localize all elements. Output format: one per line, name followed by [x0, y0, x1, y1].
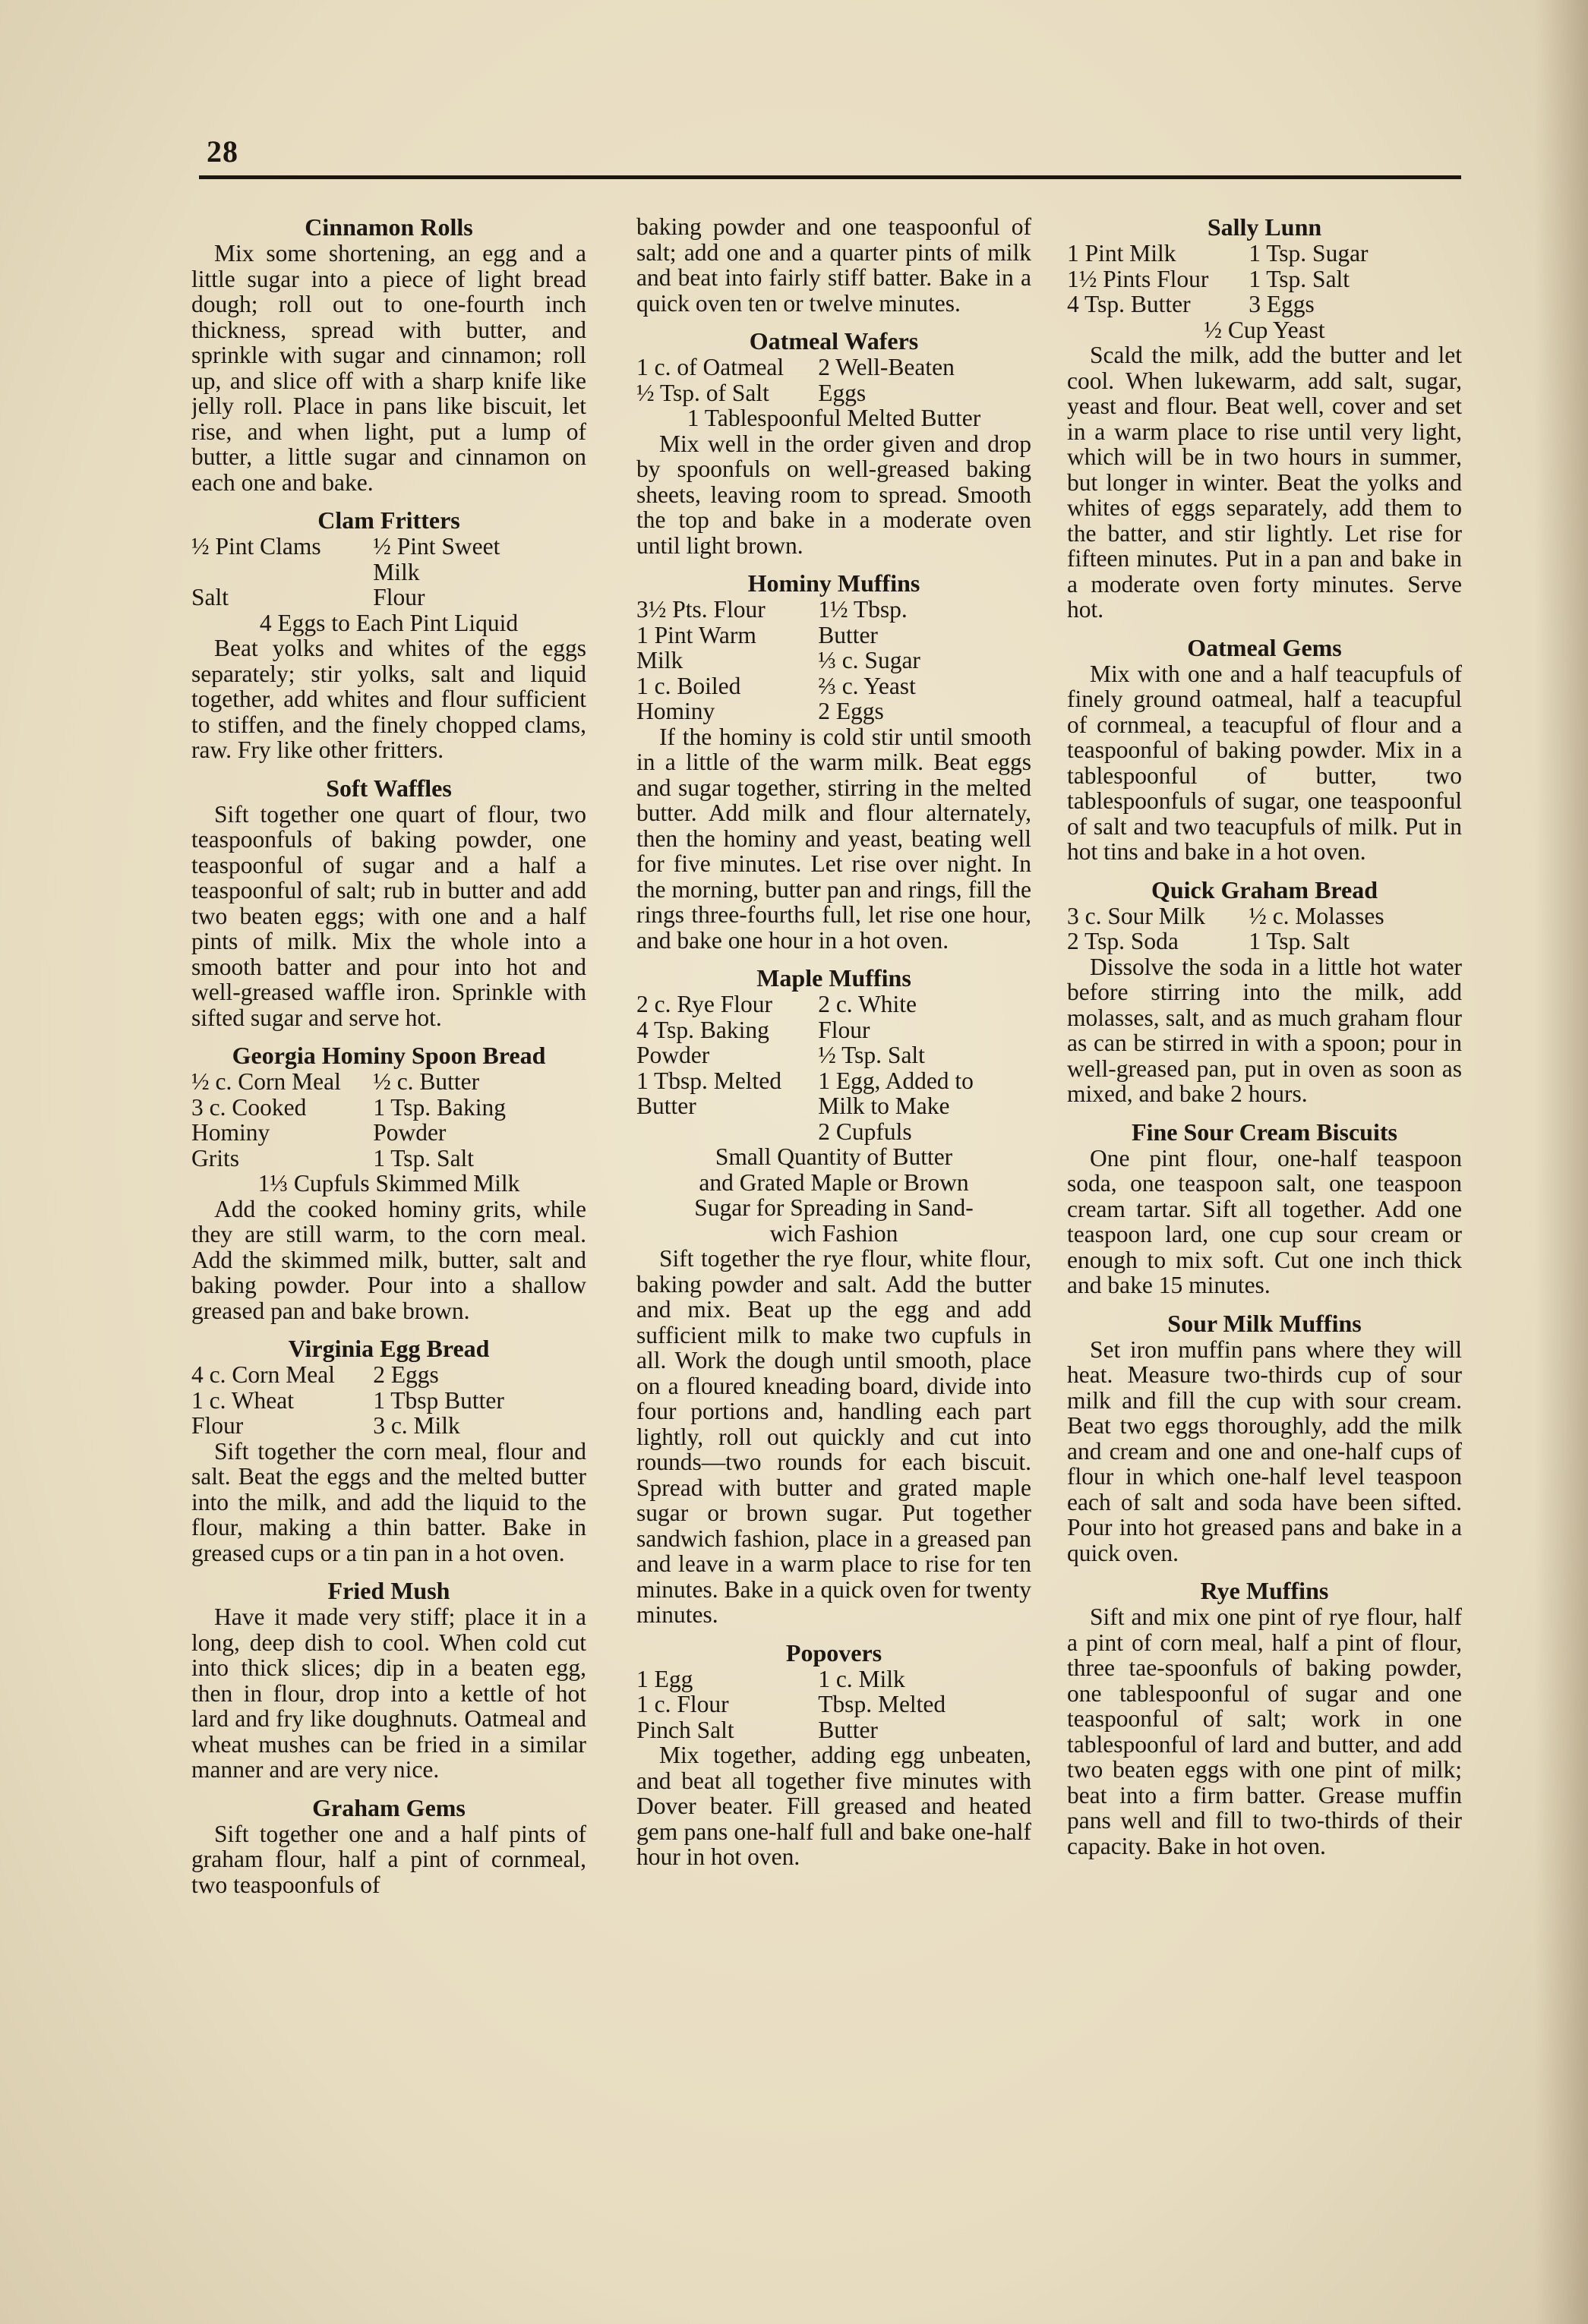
ingredient-right: Flour [373, 584, 425, 610]
recipe-title: Maple Muffins [756, 964, 911, 992]
ingredient-left: ½ Tsp. of Salt [636, 379, 769, 406]
recipe-instructions: Have it made very stiff; place it in a long, deep dish to cool. When cold cut into thick slices; dip in a beaten egg, then in flour, drop into a kettle of hot lard and fry like doughnuts. Oatmeal and wheat mushes can be fried in a similar manner and are very nice. [191, 1603, 586, 1783]
ingredient-right: ½ Tsp. Salt [818, 1042, 925, 1068]
recipe-title: Oatmeal Gems [1187, 633, 1342, 661]
ingredient-row [191, 1362, 586, 1388]
ingredient-right: 1 Egg, Added to [818, 1067, 974, 1094]
ingredient-right: Powder [373, 1119, 447, 1146]
ingredient-row [636, 1667, 1031, 1692]
ingredient-line: ½ Cup Yeast [1204, 316, 1325, 343]
ingredient-row [1067, 929, 1462, 954]
recipe-column-2 [636, 214, 1031, 2143]
ingredient-right: 1½ Tbsp. [818, 596, 908, 623]
header-rule [199, 175, 1461, 179]
recipe-instructions: Mix some shortening, an egg and a little sugar into a piece of light bread dough; roll out to one-fourth inch thickness, spread with butter, and sprinkle with sugar and cinnamon; roll up, and slice off with a sharp knife like jelly roll. Place in pans like biscuit, let rise, and when light, put a lump of butter, a little sugar and cinnamon on each one and bake. [191, 240, 586, 496]
ingredient-row [636, 597, 1031, 623]
page-number: 28 [207, 134, 238, 169]
ingredient-right: 1 Tsp. Salt [373, 1144, 475, 1171]
recipe [191, 775, 586, 1031]
ingredient-right: 3 Eggs [1249, 291, 1315, 317]
ingredient-left [191, 560, 373, 585]
recipe-instructions: If the hominy is cold stir until smooth in a little of the warm milk. Beat eggs and sugar together, stirring in the melted butter. Add milk and flour alternately, then the hominy and yeast, beating well for five minutes. Let rise over night. In the morning, butter pan and rings, fill the rings three-fourths full, let rise one hour, and bake one hour in a hot oven. [636, 723, 1031, 954]
recipe-title: Cinnamon Rolls [305, 214, 473, 241]
ingredient-right: ½ c. Molasses [1249, 902, 1384, 929]
recipe-instructions: Sift together one quart of flour, two teaspoonfuls of baking powder, one teaspoonful of sugar and a half a teaspoonful of salt; rub in butter and add two beaten eggs; with one and a half pints of milk. Mix the whole into a smooth batter and pour into hot and well-greased waffle iron. Sprinkle with sifted sugar and serve hot. [191, 800, 586, 1031]
ingredient-row [1067, 266, 1462, 292]
ingredient-right: 1 Tsp. Baking [373, 1093, 507, 1121]
recipe [191, 1795, 586, 1898]
ingredient-row [636, 648, 1031, 673]
ingredient-row [636, 1042, 1031, 1068]
recipe-instructions: One pint flour, one-half teaspoon soda, one teaspoon salt, one teaspoon cream tartar. Sift all together. Add one teaspoon lard, one cup sour cream or enough to mix soft. Cut one inch thick and bake 15 minutes. [1067, 1144, 1462, 1298]
recipe [191, 1335, 586, 1566]
ingredient-right: 1 Tsp. Sugar [1249, 240, 1369, 266]
ingredient-row [1067, 292, 1462, 317]
ingredient-row [191, 1146, 586, 1171]
ingredient-right: Milk [373, 558, 420, 585]
recipe-instructions: Sift together the corn meal, flour and salt. Beat the eggs and the melted butter into the milk, and add the liquid to the flour, making a thin batter. Bake in greased cups or a tin pan in a hot oven. [191, 1437, 586, 1566]
recipe-title: Fried Mush [327, 1577, 450, 1604]
ingredient-row [636, 673, 1031, 699]
ingredient-row [191, 1388, 586, 1414]
recipe-instructions: Set iron muffin pans where they will heat. Measure two-thirds cup of sour milk and fill the cup with sour cream. Beat two eggs thoroughly, add the milk and cream and one and one-half cups of flour in which one-half level teaspoon each of salt and soda have been sifted. Pour into hot greased pans and bake in a quick oven. [1067, 1335, 1462, 1566]
ingredient-right: 1 Tbsp Butter [373, 1386, 504, 1414]
recipe [636, 965, 1031, 1628]
ingredient-left: 2 Tsp. Soda [1067, 928, 1179, 954]
ingredient-row [191, 560, 586, 585]
ingredient-row [636, 1093, 1031, 1119]
recipe-instructions: baking powder and one teaspoonful of salt; add one and a quarter pints of milk and beat into fairly stiff batter. Bake in a quick oven ten or twelve minutes. [636, 214, 1031, 317]
recipe-instructions: Mix well in the order given and drop by spoonfuls on well-greased baking sheets, leaving room to spread. Smooth the top and bake in a moderate oven until light brown. [636, 430, 1031, 559]
ingredient-row [636, 355, 1031, 380]
ingredient-right: 2 Eggs [373, 1361, 439, 1388]
recipe [1067, 214, 1462, 623]
ingredient-left: 1½ Pints Flour [1067, 265, 1209, 292]
recipe [191, 1578, 586, 1783]
recipe-instructions: Sift together the rye flour, white flour, baking powder and salt. Add the butter and mix. Beat up the egg and add sufficient milk to make two cupfuls in all. Work the dough until smooth, place on a floured kneading board, divide into four portions and, handling each part lightly, roll out quickly and cut into rounds—two rounds for each biscuit. Spread with butter and grated maple sugar or brown sugar. Put together sandwich fashion, place in a greased pan and leave in a warm place to rise for ten minutes. Bake in a quick oven for twenty minutes. [636, 1245, 1031, 1628]
recipe-title: Hominy Muffins [747, 569, 920, 597]
recipe [1067, 1119, 1462, 1298]
ingredient-left: Powder [636, 1042, 710, 1068]
ingredient-line: and Grated Maple or Brown [699, 1168, 969, 1196]
ingredient-right: 2 Eggs [818, 698, 884, 724]
recipe-title: Sour Milk Muffins [1167, 1309, 1362, 1337]
ingredient-row [191, 1413, 586, 1439]
recipe-instructions: Sift and mix one pint of rye flour, half a pint of corn meal, half a pint of flour, three tae-spoonfuls of baking powder, one tablespoonful of sugar and one teaspoonful of salt; work in one tablespoonful of lard and butter, and add two beaten eggs with one pint of milk; beat into a firm batter. Grease muffin pans well and fill to two-thirds of their capacity. Bake in hot oven. [1067, 1603, 1462, 1859]
ingredient-left: 4 Tsp. Baking [636, 1016, 769, 1043]
ingredient-left: 1 Tbsp. Melted [636, 1067, 782, 1094]
ingredient-row [636, 1017, 1031, 1043]
ingredient-left: 1 c. of Oatmeal [636, 354, 785, 380]
recipe-title: Clam Fritters [317, 506, 460, 534]
ingredient-left: Pinch Salt [636, 1716, 734, 1743]
ingredient-right: 1 Tsp. Salt [1249, 928, 1350, 954]
ingredient-left: Hominy [636, 698, 715, 724]
ingredient-line: 4 Eggs to Each Pint Liquid [259, 609, 519, 636]
ingredient-right: Eggs [818, 379, 867, 406]
recipe-title: Quick Graham Bread [1151, 875, 1378, 903]
ingredient-left: 2 c. Rye Flour [636, 991, 772, 1017]
recipe-column-3 [1067, 214, 1462, 2143]
ingredient-left [636, 1119, 818, 1145]
recipe [191, 214, 586, 495]
ingredient-right: ⅔ c. Yeast [818, 672, 916, 699]
ingredient-left: Butter [636, 1093, 696, 1119]
ingredient-row [636, 1119, 1031, 1145]
recipe-title: Soft Waffles [326, 774, 452, 802]
ingredient-row [191, 534, 586, 560]
ingredient-right: 2 Well-Beaten [818, 354, 955, 380]
recipe-title: Oatmeal Wafers [749, 327, 919, 355]
recipe [636, 214, 1031, 316]
page-edge-shadow [1535, 0, 1588, 2324]
ingredient-left: 1 Pint Milk [1067, 240, 1176, 266]
ingredient-left: 1 Pint Warm [636, 621, 756, 648]
ingredient-left: ½ Pint Clams [191, 533, 321, 560]
ingredient-left: Hominy [191, 1119, 270, 1146]
ingredient-left: Flour [191, 1412, 244, 1439]
recipe-instructions: Add the cooked hominy grits, while they are still warm, to the corn meal. Add the skimmed milk, butter, salt and baking powder. Pour into a shallow greased pan and bake brown. [191, 1195, 586, 1324]
ingredient-left: 3 c. Sour Milk [1067, 902, 1206, 929]
ingredient-right: Milk to Make [818, 1093, 950, 1119]
recipe-title: Fine Sour Cream Biscuits [1132, 1118, 1397, 1146]
recipe-title: Popovers [785, 1638, 882, 1667]
ingredient-left: ½ c. Corn Meal [191, 1068, 341, 1095]
ingredient-row [191, 585, 586, 610]
ingredient-line: Sugar for Spreading in Sand- [694, 1194, 974, 1221]
ingredient-row [636, 992, 1031, 1017]
ingredient-right: 3 c. Milk [373, 1412, 460, 1439]
ingredient-line: 1⅓ Cupfuls Skimmed Milk [257, 1170, 520, 1197]
ingredient-right: 2 Cupfuls [818, 1118, 912, 1145]
ingredient-row [636, 1717, 1031, 1743]
recipe-title: Virginia Egg Bread [288, 1335, 490, 1362]
ingredient-left: Salt [191, 584, 229, 610]
ingredient-right: ½ Pint Sweet [373, 533, 500, 560]
ingredient-left: 1 c. Boiled [636, 672, 741, 699]
ingredient-line: Small Quantity of Butter [715, 1143, 953, 1170]
ingredient-left: 4 Tsp. Butter [1067, 291, 1191, 317]
ingredient-row [1067, 241, 1462, 266]
ingredient-row [636, 623, 1031, 648]
ingredient-row [636, 1692, 1031, 1717]
recipe-title: Sally Lunn [1207, 214, 1322, 241]
ingredient-row [191, 1069, 586, 1095]
ingredient-left: 1 Egg [636, 1665, 693, 1692]
ingredient-row [636, 380, 1031, 406]
ingredient-right: ⅓ c. Sugar [818, 647, 920, 673]
ingredient-row [191, 1120, 586, 1146]
recipe-instructions: Sift together one and a half pints of graham flour, half a pint of cornmeal, two teaspoonfuls of [191, 1820, 586, 1898]
recipe-title: Graham Gems [312, 1793, 466, 1821]
ingredient-line: wich Fashion [769, 1219, 898, 1247]
recipe-instructions: Scald the milk, add the butter and let cool. When lukewarm, add salt, sugar, yeast and flour. Beat well, cover and set in a warm place to rise until very light, which will be in two hours in summer, but longer in winter. Beat the yolks and whites of eggs separately, add them to the batter, and stir lightly. Let rise for fifteen minutes. Put in a pan and bake in a moderate oven forty minutes. Serve hot. [1067, 342, 1462, 623]
ingredient-left: Milk [636, 647, 684, 673]
ingredient-right: 1 Tsp. Salt [1249, 265, 1350, 292]
ingredient-row [191, 1095, 586, 1121]
recipe-title: Georgia Hominy Spoon Bread [232, 1042, 546, 1069]
ingredient-line: 1 Tablespoonful Melted Butter [687, 405, 981, 431]
ingredient-left: Grits [191, 1144, 239, 1171]
ingredient-right: ½ c. Butter [373, 1068, 480, 1095]
recipe-instructions: Beat yolks and whites of the eggs separately; stir yolks, salt and liquid together, add whites and flour sufficient to stiffen, and the finely chopped clams, raw. Fry like other fritters. [191, 635, 586, 763]
recipe [1067, 635, 1462, 865]
ingredient-row [636, 698, 1031, 724]
recipe [636, 328, 1031, 558]
recipe [1067, 877, 1462, 1107]
ingredient-right: 1 c. Milk [818, 1665, 905, 1692]
ingredient-row [636, 1068, 1031, 1094]
recipe [1067, 1578, 1462, 1859]
ingredient-left: 3 c. Cooked [191, 1093, 307, 1121]
recipe-column-1 [191, 214, 586, 2143]
recipe [191, 507, 586, 763]
recipe-instructions: Dissolve the soda in a little hot water before stirring into the milk, add molasses, salt, and as much graham flour as can be stirred in with a spoon; pour in well-greased pan, put in oven as soon as mixed, and bake 2 hours. [1067, 953, 1462, 1107]
recipe-instructions: Mix with one and a half teacupfuls of finely ground oatmeal, half a teacupful of cornmeal, a teacupful of flour and a teaspoonful of baking powder. Mix in a tablespoonful of butter, two tablespoonfuls of sugar, one teaspoonful of salt and two teacupfuls of milk. Put in hot tins and bake in a hot oven. [1067, 660, 1462, 865]
ingredient-right: Butter [818, 621, 878, 648]
ingredient-left: 3½ Pts. Flour [636, 596, 766, 623]
ingredient-right: Butter [818, 1716, 878, 1743]
ingredient-row [1067, 903, 1462, 929]
recipe [636, 1640, 1031, 1870]
ingredient-right: Tbsp. Melted [818, 1691, 946, 1717]
recipe [1067, 1310, 1462, 1566]
recipe [191, 1042, 586, 1323]
ingredient-right: 2 c. White [818, 991, 917, 1017]
ingredient-left: 1 c. Flour [636, 1691, 729, 1717]
ingredient-right: Flour [818, 1016, 870, 1043]
ingredient-left: 1 c. Wheat [191, 1386, 294, 1414]
recipe-title: Rye Muffins [1200, 1577, 1329, 1604]
ingredient-left: 4 c. Corn Meal [191, 1361, 335, 1388]
recipe-instructions: Mix together, adding egg unbeaten, and beat all together five minutes with Dover beater. Fill greased and heated gem pans one-half full and bake one-half hour in hot oven. [636, 1742, 1031, 1870]
recipe [636, 570, 1031, 953]
